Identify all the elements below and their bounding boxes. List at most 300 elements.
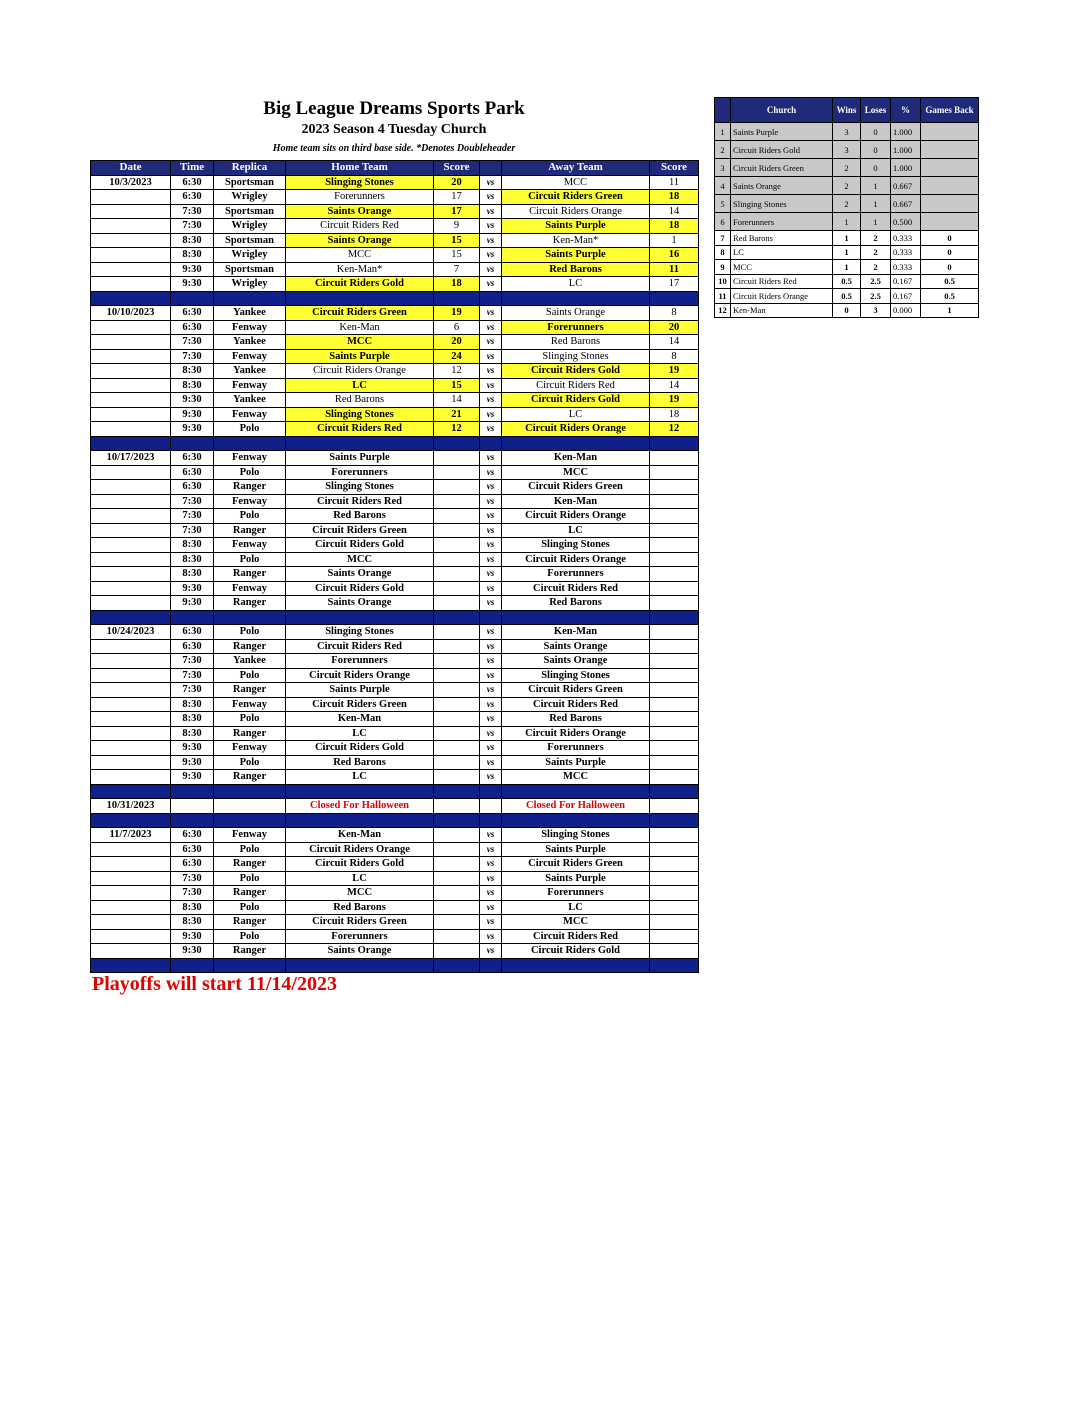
away-score: 14 — [650, 378, 699, 393]
standings-rank: 11 — [715, 289, 731, 304]
game-time: 9:30 — [171, 422, 214, 437]
home-score: 12 — [434, 422, 480, 437]
separator-cell — [171, 784, 214, 799]
game-date: 10/3/2023 — [91, 175, 171, 190]
home-score — [434, 871, 480, 886]
home-team: Circuit Riders Red — [286, 639, 434, 654]
standings-games-back — [921, 177, 979, 195]
home-team: LC — [286, 770, 434, 785]
standings-row — [715, 289, 979, 304]
empty-cell — [91, 552, 171, 567]
table-row — [91, 828, 699, 843]
home-score: 19 — [434, 306, 480, 321]
table-row — [91, 451, 699, 466]
table-row — [91, 175, 699, 190]
game-time: 6:30 — [171, 451, 214, 466]
standings-pct: 0.000 — [891, 303, 921, 318]
empty-cell — [91, 509, 171, 524]
game-time: 8:30 — [171, 900, 214, 915]
home-team: Ken-Man — [286, 828, 434, 843]
empty-cell — [91, 697, 171, 712]
game-time: 7:30 — [171, 335, 214, 350]
table-row — [91, 625, 699, 640]
standings-wins: 0.5 — [833, 274, 861, 289]
game-date: 10/17/2023 — [91, 451, 171, 466]
standings-losses: 2.5 — [861, 289, 891, 304]
separator-cell — [214, 784, 286, 799]
game-time: 8:30 — [171, 726, 214, 741]
game-time: 7:30 — [171, 886, 214, 901]
empty-cell — [91, 900, 171, 915]
vs-label: vs — [480, 596, 502, 611]
away-team: Circuit Riders Gold — [502, 944, 650, 959]
empty-cell — [91, 857, 171, 872]
home-score: 20 — [434, 335, 480, 350]
home-team: Circuit Riders Gold — [286, 538, 434, 553]
vs-label: vs — [480, 697, 502, 712]
game-time: 6:30 — [171, 625, 214, 640]
away-score — [650, 886, 699, 901]
vs-label: vs — [480, 871, 502, 886]
field-replica: Yankee — [214, 654, 286, 669]
away-team: Circuit Riders Gold — [502, 393, 650, 408]
empty-cell — [91, 277, 171, 292]
away-team: LC — [502, 523, 650, 538]
standings-pct: 0.333 — [891, 231, 921, 246]
standings-col-header: Wins — [833, 98, 861, 123]
table-row — [91, 204, 699, 219]
away-score: 1 — [650, 233, 699, 248]
empty-cell — [91, 480, 171, 495]
vs-label: vs — [480, 378, 502, 393]
game-time: 7:30 — [171, 523, 214, 538]
home-team: Ken-Man — [286, 320, 434, 335]
separator-cell — [171, 436, 214, 451]
home-team: Saints Purple — [286, 683, 434, 698]
table-row — [91, 248, 699, 263]
standings-team: Circuit Riders Red — [731, 274, 833, 289]
empty-cell — [91, 886, 171, 901]
empty-cell — [91, 378, 171, 393]
home-team: Red Barons — [286, 755, 434, 770]
separator-cell — [91, 436, 171, 451]
away-score: 8 — [650, 349, 699, 364]
field-replica: Fenway — [214, 494, 286, 509]
game-time: 9:30 — [171, 262, 214, 277]
game-time: 7:30 — [171, 349, 214, 364]
separator-cell — [480, 958, 502, 973]
standings-rank: 10 — [715, 274, 731, 289]
game-date: 11/7/2023 — [91, 828, 171, 843]
separator-cell — [286, 291, 434, 306]
home-team: Circuit Riders Red — [286, 494, 434, 509]
away-team: Forerunners — [502, 567, 650, 582]
home-score — [434, 915, 480, 930]
standings-games-back — [921, 123, 979, 141]
standings-rank: 4 — [715, 177, 731, 195]
away-score — [650, 828, 699, 843]
standings-header-row — [715, 98, 979, 123]
field-replica: Ranger — [214, 944, 286, 959]
table-row — [91, 929, 699, 944]
standings-row — [715, 245, 979, 260]
away-team: Slinging Stones — [502, 538, 650, 553]
empty-cell — [91, 842, 171, 857]
separator-cell — [502, 784, 650, 799]
standings-col-header: Games Back — [921, 98, 979, 123]
vs-label: vs — [480, 668, 502, 683]
away-score — [650, 494, 699, 509]
separator-cell — [480, 436, 502, 451]
home-score: 24 — [434, 349, 480, 364]
standings-row — [715, 159, 979, 177]
home-score — [434, 726, 480, 741]
empty-cell — [91, 393, 171, 408]
empty-cell — [91, 712, 171, 727]
away-score — [650, 770, 699, 785]
field-replica: Fenway — [214, 538, 286, 553]
field-replica: Ranger — [214, 683, 286, 698]
field-replica: Polo — [214, 871, 286, 886]
away-team: MCC — [502, 175, 650, 190]
away-score: 12 — [650, 422, 699, 437]
field-replica: Yankee — [214, 306, 286, 321]
separator-cell — [434, 436, 480, 451]
table-row — [91, 378, 699, 393]
table-row — [91, 552, 699, 567]
home-team: Forerunners — [286, 929, 434, 944]
home-team: Saints Orange — [286, 596, 434, 611]
away-score: 19 — [650, 364, 699, 379]
empty-cell — [91, 204, 171, 219]
vs-label: vs — [480, 915, 502, 930]
empty-cell — [91, 929, 171, 944]
game-time: 8:30 — [171, 697, 214, 712]
home-team: LC — [286, 726, 434, 741]
standings-pct: 1.000 — [891, 159, 921, 177]
away-score: 18 — [650, 219, 699, 234]
empty-cell — [91, 683, 171, 698]
separator-cell — [171, 291, 214, 306]
game-time: 6:30 — [171, 639, 214, 654]
away-team: Circuit Riders Red — [502, 581, 650, 596]
game-date: 10/24/2023 — [91, 625, 171, 640]
away-score — [650, 451, 699, 466]
away-score — [650, 480, 699, 495]
empty-cell — [91, 538, 171, 553]
standings-col-header — [715, 98, 731, 123]
game-time: 7:30 — [171, 204, 214, 219]
vs-label: vs — [480, 654, 502, 669]
standings-row — [715, 274, 979, 289]
empty-cell — [91, 770, 171, 785]
home-team: Forerunners — [286, 190, 434, 205]
away-score — [650, 567, 699, 582]
table-row — [91, 755, 699, 770]
separator-cell — [434, 291, 480, 306]
away-score — [650, 915, 699, 930]
home-score — [434, 712, 480, 727]
home-score: 20 — [434, 175, 480, 190]
home-score — [434, 581, 480, 596]
table-row — [91, 697, 699, 712]
away-team: Circuit Riders Green — [502, 480, 650, 495]
separator-cell — [434, 958, 480, 973]
standings-games-back: 0 — [921, 245, 979, 260]
table-row — [91, 494, 699, 509]
separator-cell — [91, 958, 171, 973]
standings-pct: 1.000 — [891, 123, 921, 141]
vs-label: vs — [480, 349, 502, 364]
game-time: 8:30 — [171, 248, 214, 263]
separator-cell — [286, 610, 434, 625]
vs-label: vs — [480, 900, 502, 915]
field-replica: Sportsman — [214, 233, 286, 248]
field-replica: Wrigley — [214, 248, 286, 263]
table-row — [91, 886, 699, 901]
field-replica: Ranger — [214, 857, 286, 872]
home-team: Ken-Man — [286, 712, 434, 727]
home-team: Saints Orange — [286, 204, 434, 219]
game-time: 9:30 — [171, 944, 214, 959]
home-score — [434, 480, 480, 495]
away-team: Forerunners — [502, 320, 650, 335]
separator-cell — [171, 813, 214, 828]
empty-cell — [91, 190, 171, 205]
home-team: Red Barons — [286, 393, 434, 408]
home-score — [434, 857, 480, 872]
away-team: Circuit Riders Orange — [502, 422, 650, 437]
away-score — [650, 871, 699, 886]
separator-cell — [650, 958, 699, 973]
home-team: Circuit Riders Gold — [286, 581, 434, 596]
field-replica: Polo — [214, 422, 286, 437]
away-score — [650, 509, 699, 524]
standings-games-back — [921, 141, 979, 159]
table-row — [91, 668, 699, 683]
closed-notice: Closed For Halloween — [286, 799, 434, 814]
away-score — [650, 581, 699, 596]
separator-cell — [286, 784, 434, 799]
field-replica: Sportsman — [214, 204, 286, 219]
standings-losses: 1 — [861, 213, 891, 231]
home-score — [434, 567, 480, 582]
away-team: Red Barons — [502, 596, 650, 611]
schedule-col-header: Home Team — [286, 161, 434, 176]
home-score — [434, 639, 480, 654]
standings-games-back: 0 — [921, 231, 979, 246]
home-score: 12 — [434, 364, 480, 379]
week-separator — [91, 813, 699, 828]
away-score: 17 — [650, 277, 699, 292]
empty-cell — [91, 755, 171, 770]
field-replica: Sportsman — [214, 175, 286, 190]
away-score — [650, 639, 699, 654]
home-team: LC — [286, 871, 434, 886]
vs-label: vs — [480, 625, 502, 640]
empty-cell — [91, 219, 171, 234]
field-replica: Ranger — [214, 726, 286, 741]
home-team: Circuit Riders Gold — [286, 277, 434, 292]
table-row — [91, 538, 699, 553]
standings-wins: 1 — [833, 231, 861, 246]
vs-label: vs — [480, 842, 502, 857]
field-replica: Polo — [214, 625, 286, 640]
away-score — [650, 552, 699, 567]
standings-col-header: Church — [731, 98, 833, 123]
field-replica: Fenway — [214, 320, 286, 335]
vs-label: vs — [480, 857, 502, 872]
home-score — [434, 755, 480, 770]
home-score: 17 — [434, 190, 480, 205]
home-score: 17 — [434, 204, 480, 219]
game-time: 9:30 — [171, 277, 214, 292]
schedule-col-header: Date — [91, 161, 171, 176]
home-score — [434, 944, 480, 959]
empty-cell — [480, 799, 502, 814]
schedule-table — [90, 160, 699, 973]
game-time: 7:30 — [171, 871, 214, 886]
away-team: Saints Orange — [502, 306, 650, 321]
game-time: 6:30 — [171, 842, 214, 857]
away-team: Red Barons — [502, 712, 650, 727]
away-score — [650, 726, 699, 741]
vs-label: vs — [480, 422, 502, 437]
away-team: MCC — [502, 770, 650, 785]
vs-label: vs — [480, 190, 502, 205]
away-score — [650, 712, 699, 727]
separator-cell — [171, 610, 214, 625]
separator-cell — [480, 291, 502, 306]
away-score — [650, 697, 699, 712]
field-replica: Yankee — [214, 364, 286, 379]
away-team: Saints Orange — [502, 654, 650, 669]
vs-label: vs — [480, 335, 502, 350]
vs-label: vs — [480, 393, 502, 408]
standings-rank: 3 — [715, 159, 731, 177]
away-team: Circuit Riders Red — [502, 929, 650, 944]
vs-label: vs — [480, 248, 502, 263]
table-row — [91, 741, 699, 756]
home-score: 18 — [434, 277, 480, 292]
empty-cell — [91, 639, 171, 654]
table-row — [91, 393, 699, 408]
separator-cell — [214, 610, 286, 625]
field-replica: Fenway — [214, 581, 286, 596]
away-score — [650, 900, 699, 915]
home-team: Forerunners — [286, 465, 434, 480]
game-time: 9:30 — [171, 596, 214, 611]
home-team: Circuit Riders Orange — [286, 364, 434, 379]
home-team: Forerunners — [286, 654, 434, 669]
home-team: MCC — [286, 248, 434, 263]
field-replica: Fenway — [214, 697, 286, 712]
separator-cell — [434, 813, 480, 828]
standings-row — [715, 141, 979, 159]
home-team: Circuit Riders Gold — [286, 741, 434, 756]
away-team: MCC — [502, 915, 650, 930]
standings-games-back: 0.5 — [921, 289, 979, 304]
separator-cell — [650, 784, 699, 799]
standings-losses: 1 — [861, 195, 891, 213]
game-time: 8:30 — [171, 378, 214, 393]
standings-col-header: % — [891, 98, 921, 123]
field-replica: Fenway — [214, 741, 286, 756]
table-row — [91, 871, 699, 886]
home-team: Saints Purple — [286, 349, 434, 364]
standings-team: Circuit Riders Gold — [731, 141, 833, 159]
empty-cell — [91, 944, 171, 959]
away-score — [650, 755, 699, 770]
field-replica: Ranger — [214, 567, 286, 582]
away-team: Slinging Stones — [502, 828, 650, 843]
away-score: 14 — [650, 335, 699, 350]
week-separator — [91, 436, 699, 451]
home-team: Slinging Stones — [286, 625, 434, 640]
game-time: 7:30 — [171, 683, 214, 698]
separator-cell — [286, 813, 434, 828]
empty-cell — [91, 668, 171, 683]
schedule-header-row — [91, 161, 699, 176]
home-score: 9 — [434, 219, 480, 234]
standings-wins: 2 — [833, 159, 861, 177]
separator-cell — [650, 291, 699, 306]
table-row — [91, 770, 699, 785]
standings-losses: 3 — [861, 303, 891, 318]
game-time: 9:30 — [171, 755, 214, 770]
away-team: LC — [502, 407, 650, 422]
home-score — [434, 596, 480, 611]
away-team: Red Barons — [502, 262, 650, 277]
game-time: 6:30 — [171, 190, 214, 205]
vs-label: vs — [480, 204, 502, 219]
home-score — [434, 465, 480, 480]
standings-team: MCC — [731, 260, 833, 275]
away-score: 11 — [650, 175, 699, 190]
away-team: Circuit Riders Red — [502, 697, 650, 712]
home-score: 15 — [434, 233, 480, 248]
table-row — [91, 900, 699, 915]
vs-label: vs — [480, 233, 502, 248]
game-time: 8:30 — [171, 364, 214, 379]
standings-rank: 5 — [715, 195, 731, 213]
separator-cell — [214, 813, 286, 828]
away-team: Ken-Man — [502, 451, 650, 466]
standings-team: LC — [731, 245, 833, 260]
empty-cell — [171, 799, 214, 814]
vs-label: vs — [480, 886, 502, 901]
table-row — [91, 726, 699, 741]
vs-label: vs — [480, 581, 502, 596]
vs-label: vs — [480, 509, 502, 524]
away-team: Circuit Riders Green — [502, 190, 650, 205]
home-score: 14 — [434, 393, 480, 408]
game-time: 6:30 — [171, 306, 214, 321]
home-score: 21 — [434, 407, 480, 422]
home-score — [434, 668, 480, 683]
home-score — [434, 523, 480, 538]
field-replica: Yankee — [214, 393, 286, 408]
home-team: Circuit Riders Red — [286, 219, 434, 234]
schedule-col-header: Replica — [214, 161, 286, 176]
page-title: Big League Dreams Sports Park — [263, 98, 525, 119]
vs-label: vs — [480, 407, 502, 422]
table-row — [91, 407, 699, 422]
game-time: 7:30 — [171, 494, 214, 509]
away-team: Saints Purple — [502, 219, 650, 234]
empty-cell — [91, 364, 171, 379]
table-row — [91, 712, 699, 727]
